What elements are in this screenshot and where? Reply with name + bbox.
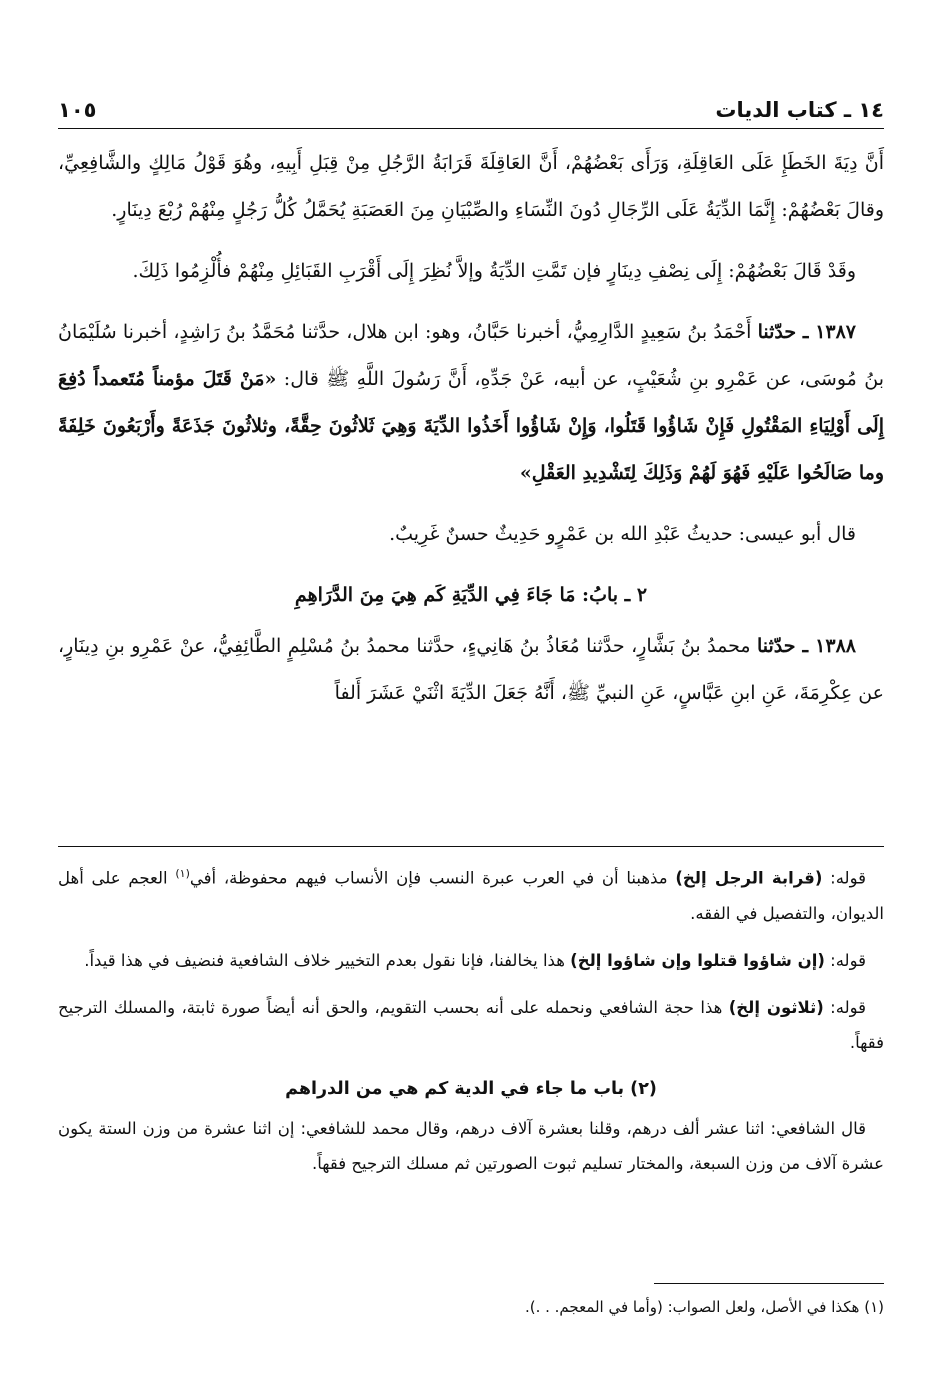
chapter-title: ١٤ ـ كتاب الديات	[715, 98, 884, 122]
hadith-1388-number: ١٣٨٨ ـ حدّثنا	[756, 635, 856, 657]
note-3-text: هذا حجة الشافعي ونحمله على أنه بحسب التقويم، والحق أنه أيضاً صورة ثابتة، والمسلك الترجيح فقهاً.	[58, 997, 884, 1052]
paragraph-1: أَنَّ دِيَةَ الخَطَإِ عَلَى العَاقِلَةِ، وَرَأَى بَعْضُهُمْ، أَنَّ العَاقِلَةَ قَرَابَةُ الرَّجُلِ مِنْ قِبَلِ أَبِيهِ، وهُوَ قَوْلُ مَالِكٍ والشَّافِعِيِّ، وقالَ بَعْضُهُمْ: إِنَّمَا الدِّيَةُ عَلَى الرِّجَالِ دُونَ النِّسَاءِ والصِّبْيَانِ مِنَ العَصَبَةِ يُحَمَّلُ كُلُّ رَجُلٍ مِنْهُمْ رُبْعَ دِينَارٍ.	[58, 152, 884, 221]
hadith-1387-isnad: أَحْمَدُ بنُ سَعِيدٍ الدَّارِمِيُّ، أخبرنا حَبَّانُ، وهو: ابن هلال، حدَّثنا مُحَمَّدُ بنُ رَاشِدٍ، أخبرنا سُلَيْمَانُ بنُ مُوسَى، عن عَمْرِو بنِ شُعَيْبٍ، عن أبيه، عَنْ جَدِّهِ، أَنَّ رَسُولَ اللَّهِ ﷺ قال:	[58, 321, 885, 390]
note-1-lemma: (قرابة الرجل إلخ)	[675, 868, 823, 888]
hadith-1387-number: ١٣٨٧ ـ حدّثنا	[757, 321, 857, 343]
note-3-prefix: قوله:	[823, 997, 867, 1017]
notes-heading: (٢) باب ما جاء في الدية كم هي من الدراهم	[285, 1078, 657, 1099]
note-3-lemma: (ثلاثون إلخ)	[728, 997, 824, 1017]
hadith-1387-matn: «مَنْ قَتَلَ مؤمناً مُتَعمداً دُفِعَ إِلَى أَوْلِيَاءِ المَقْتُولِ فَإِنْ شَاؤُوا قَتَلُوا، وَإِنْ شَاؤُوا أَخَذُوا الدِّيَةَ وَهِيَ ثَلاثُونَ حِقَّةً، وثلاثُونَ جَذَعَةً وأَرْبَعُونَ خَلِفَةً وما صَالَحُوا عَلَيْهِ فَهُوَ لَهُمْ وَذَلِكَ لِتَشْدِيدِ العَقْلِ»	[58, 368, 884, 484]
bab-heading: ٢ ـ بابُ: مَا جَاءَ فِي الدِّيَةِ كَم هِيَ مِنَ الدَّرَاهِمِ	[294, 584, 648, 606]
footnote-divider	[654, 1283, 884, 1284]
note-2-text: هذا يخالفنا، فإنا نقول بعدم التخيير خلاف الشافعية فنضيف في هذا قيداً.	[84, 950, 571, 970]
note-2-lemma: (إن شاؤوا قتلوا وإن شاؤوا إلخ)	[570, 950, 825, 970]
book-page	[58, 0, 884, 1384]
footnote-ref[interactable]: (١)	[175, 867, 190, 880]
hadith-1387	[58, 309, 884, 497]
note-1-text: مذهبنا أن في العرب عبرة النسب فإن الأنساب فيهم محفوظة، أفي	[189, 868, 676, 888]
note-4: قال الشافعي: اثنا عشر ألف درهم، وقلنا بعشرة آلاف درهم، وقال محمد للشافعي: إن اثنا عشرة من وزن الستة يكون عشرة آلاف من وزن السبعة، والمختار تسليم ثبوت الصورتين ثم مسلك الترجيح فقهاً.	[58, 1118, 884, 1173]
hadith-1388-text: محمدُ بنُ بَشَّارٍ، حدَّثنا مُعَاذُ بنُ هَانِيءٍ، حدَّثنا محمدُ بنُ مُسْلِمٍ الطَّائِفِيُّ، عنْ عَمْرِو بنِ دِينَارٍ، عن عِكْرِمَةَ، عَنِ ابنِ عَبَّاسٍ، عَنِ النبيِّ ﷺ، أَنَّهُ جَعَلَ الدِّيَةَ اثْنَيْ عَشَرَ أَلفاً	[58, 635, 884, 704]
main-text	[58, 140, 884, 731]
paragraph-2: وقَدْ قَالَ بَعْضُهُمْ: إِلَى نِصْفِ دِينَارٍ فإن تَمَّتِ الدِّيَةُ وإلاَّ نُظِرَ إِلَى أَقْرَبِ القَبَائِلِ مِنْهُمْ فأُلْزِمُوا ذَلِكَ.	[132, 260, 856, 282]
hadith-1388	[58, 623, 884, 717]
note-1	[58, 856, 884, 931]
page-header	[58, 82, 884, 129]
note-2-prefix: قوله:	[824, 950, 866, 970]
note-3	[58, 990, 884, 1060]
page-number: ١٠٥	[58, 98, 97, 122]
footnote: (١) هكذا في الأصل، ولعل الصواب: (وأما في المعجم. . .).	[524, 1298, 884, 1316]
note-1-text-2: العجم على أهل الديوان، والتفصيل في الفقه.	[58, 868, 884, 923]
abu-isa-comment: قال أبو عيسى: حديثُ عَبْدِ الله بن عَمْرٍو حَدِيثٌ حسنٌ غَرِيبٌ.	[389, 523, 856, 545]
note-1-prefix: قوله:	[822, 868, 867, 888]
note-2	[58, 943, 884, 978]
notes-divider	[58, 846, 884, 847]
commentary-notes	[58, 856, 884, 1193]
